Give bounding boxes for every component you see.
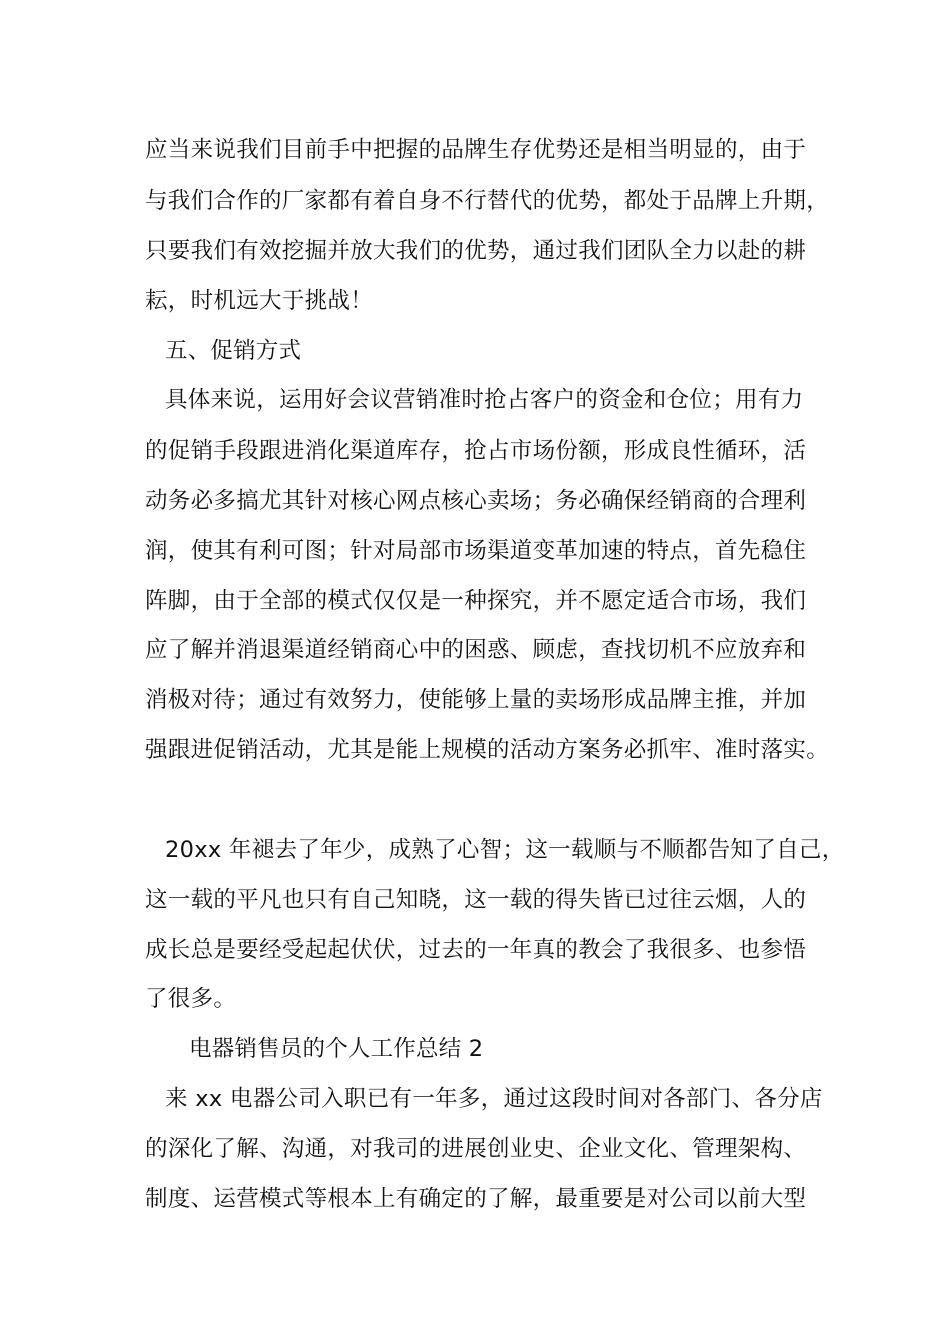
text-line: 消极对待；通过有效努力，使能够上量的卖场形成品牌主推，并加 <box>145 687 807 713</box>
text-line: 与我们合作的厂家都有着自身不行替代的优势，都处于品牌上升期， <box>145 188 830 214</box>
text-line: 阵脚，由于全部的模式仅仅是一种探究，并不愿定适合市场，我们 <box>145 588 807 614</box>
section-heading: 五、促销方式 <box>165 338 302 364</box>
text-line: 了很多。 <box>145 986 237 1012</box>
text-line: 20xx 年褪去了年少，成熟了心智；这一载顺与不顺都告知了自己， <box>165 837 845 863</box>
text-line: 润，使其有利可图；针对局部市场渠道变革加速的特点，首先稳住 <box>145 538 807 564</box>
text-line: 应当来说我们目前手中把握的品牌生存优势还是相当明显的，由于 <box>145 137 807 163</box>
text-line: 这一载的平凡也只有自己知晓，这一载的得失皆已过往云烟，人的 <box>145 887 807 913</box>
text-line: 成长总是要经受起起伏伏，过去的一年真的教会了我很多、也参悟 <box>145 937 807 963</box>
text-line: 具体来说，运用好会议营销准时抢占客户的资金和仓位；用有力 <box>165 387 804 413</box>
text-line: 制度、运营模式等根本上有确定的了解，最重要是对公司以前大型 <box>145 1186 807 1212</box>
text-line: 强跟进促销活动，尤其是能上规模的活动方案务必抓牢、准时落实。 <box>145 737 830 763</box>
text-line: 的促销手段跟进消化渠道库存，抢占市场份额，形成良性循环，活 <box>145 438 807 464</box>
text-line: 来 xx 电器公司入职已有一年多，通过这段时间对各部门、各分店 <box>165 1086 823 1112</box>
text-line: 只要我们有效挖掘并放大我们的优势，通过我们团队全力以赴的耕 <box>145 238 807 264</box>
text-line: 动务必多搞尤其针对核心网点核心卖场；务必确保经销商的合理利 <box>145 488 807 514</box>
text-line: 应了解并消退渠道经销商心中的困惑、顾虑，查找切机不应放弃和 <box>145 637 807 663</box>
text-line: 耘，时机远大于挑战！ <box>145 288 374 314</box>
text-line: 的深化了解、沟通，对我司的进展创业史、企业文化、管理架构、 <box>145 1136 807 1162</box>
section-title: 电器销售员的个人工作总结 2 <box>189 1036 484 1062</box>
